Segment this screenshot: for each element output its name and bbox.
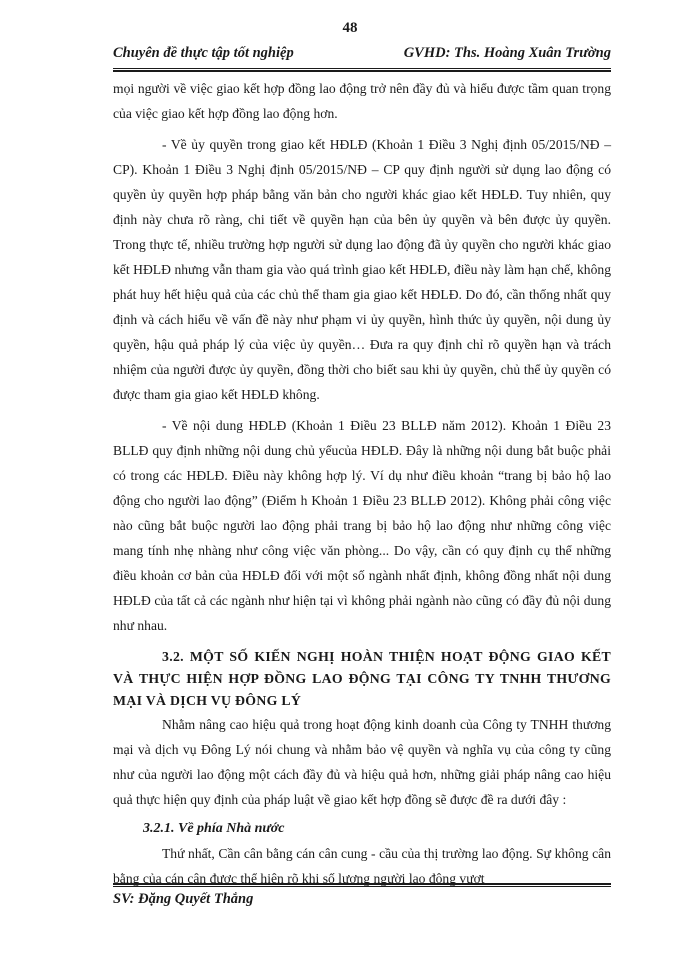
- subsection-heading: 3.2.1. Về phía Nhà nước: [143, 821, 285, 836]
- footer-student: SV: Đặng Quyết Thắng: [113, 891, 254, 907]
- subsection-text: Thứ nhất, Cần cân bằng cán cân cung - cầu của thị trường lao động. Sự không cân bằng của cán cân được thể hiện rõ khi số lượng người lao động vượt: [113, 846, 611, 886]
- header-advisor: GVHD: Ths. Hoàng Xuân Trường: [403, 45, 611, 61]
- header-title: Chuyên đề thực tập tốt nghiệp: [113, 45, 294, 61]
- footer-rule: [113, 883, 611, 887]
- paragraph-contract-content: - Về nội dung HĐLĐ (Khoản 1 Điều 23 BLLĐ năm 2012). Khoản 1 Điều 23 BLLĐ quy định những nội dung chủ yếucủa HĐLĐ. Đây là những nội dung bắt buộc phải có trong các HĐLĐ. Điều này không hợp lý. Ví dụ như điều khoản “trang bị bảo hộ lao động cho người lao động” (Điểm h Khoản 1 Điều 23 BLLĐ 2012). Không phải công việc nào cũng bắt buộc người lao động phải trang bị bảo hộ lao động như những công việc mang tính nhẹ nhàng như công việc văn phòng... Do vậy, cần có quy định cụ thể những điều khoản cơ bản của HĐLĐ đối với một số ngành nhất định, không đồng nhất nội dung HĐLĐ của tất cả các ngành như hiện tại vì không phải ngành nào cũng có đầy đủ nội dung như nhau.: [113, 418, 611, 633]
- page-number: 48: [342, 20, 358, 36]
- paragraph-continuation: mọi người về việc giao kết hợp đồng lao động trở nên đầy đủ và hiểu được tầm quan trọng của việc giao kết hợp đồng lao động hơn.: [113, 81, 611, 121]
- section-intro: Nhằm nâng cao hiệu quả trong hoạt động kinh doanh của Công ty TNHH thương mại và dịch vụ Đông Lý nói chung và nhằm bảo vệ quyền và nghĩa vụ của công ty cũng như của người lao động một cách đầy đủ và hiệu quả hơn, những giải pháp nâng cao hiệu quả thực hiện quy định của pháp luật về giao kết hợp đồng sẽ được đề ra dưới đây :: [113, 717, 611, 807]
- section-heading: 3.2. MỘT SỐ KIẾN NGHỊ HOÀN THIỆN HOẠT ĐỘNG GIAO KẾT VÀ THỰC HIỆN HỢP ĐỒNG LAO ĐỘNG TẠI CÔNG TY TNHH THƯƠNG MẠI VÀ DỊCH VỤ ĐÔNG LÝ: [113, 649, 611, 708]
- header-rule: [113, 68, 611, 72]
- paragraph-authorization: - Về ủy quyền trong giao kết HĐLĐ (Khoản 1 Điều 3 Nghị định 05/2015/NĐ – CP). Khoản 1 Điều 3 Nghị định 05/2015/NĐ – CP quy định người sử dụng lao động có quyền ủy quyền hợp pháp bằng văn bản cho người khác giao kết HĐLĐ. Tuy nhiên, quy định này chưa rõ ràng, chi tiết về quyền hạn của bên ủy quyền và bên được ủy quyền. Trong thực tế, nhiều trường hợp người sử dụng lao động đã ủy quyền cho người khác giao kết HĐLĐ nhưng vẫn tham gia vào quá trình giao kết HĐLĐ, điều này làm hạn chế, không phát huy hết hiệu quả của các chủ thể tham gia giao kết HĐLĐ. Do đó, cần thống nhất quy định và cách hiểu về vấn đề này như phạm vi ủy quyền, hình thức ủy quyền, nội dung ủy quyền, hậu quả pháp lý của việc ủy quyền… Đưa ra quy định chỉ rõ quyền hạn và trách nhiệm của người được ủy quyền, đồng thời cho biết sau khi ủy quyền, chủ thể ủy quyền có được tham gia giao kết HĐLĐ không.: [113, 137, 611, 402]
- page-header: [113, 45, 611, 69]
- document-body: [113, 76, 611, 891]
